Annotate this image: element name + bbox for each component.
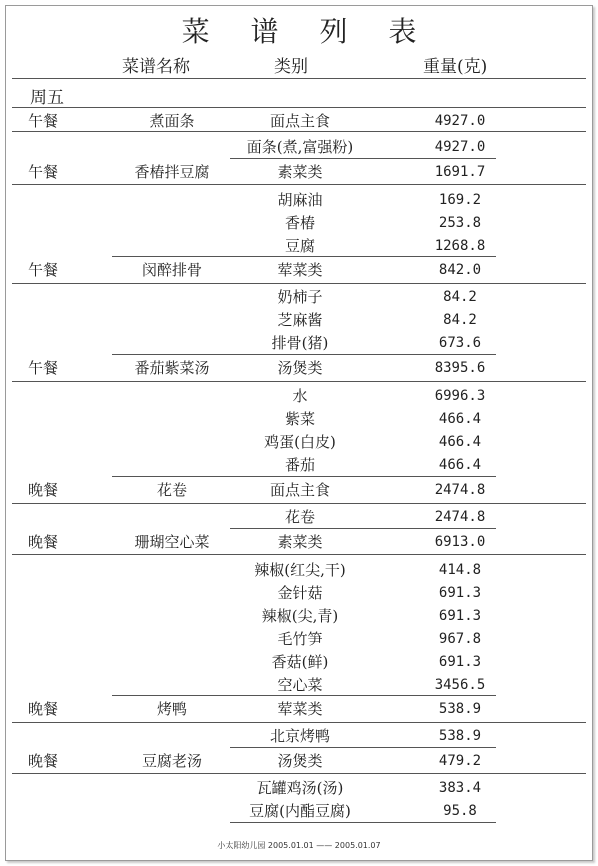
dish-name [112,777,232,799]
footer-text: 小太阳幼儿园 2005.01.01 —— 2005.01.07 [217,841,381,850]
item-category: 金针菇 [277,584,323,602]
meal-label [28,559,74,581]
item-category: 排骨(猪) [271,334,329,352]
item-category: 奶柿子 [277,288,323,306]
item-weight: 1268.8 [434,238,486,254]
dish-name [112,408,232,430]
item-weight: 673.6 [438,335,482,351]
dish-name: 烤鸭 [156,700,187,718]
dish-name: 闵醉排骨 [141,261,202,279]
item-weight: 4927.0 [434,113,486,129]
meal-label [28,431,74,453]
column-header-weight: 重量(克) [423,57,488,77]
item-weight: 2474.8 [434,509,486,525]
item-weight: 4927.0 [434,139,486,155]
meal-label [28,454,74,476]
meal-label: 晚餐 [28,700,59,718]
dish-name: 珊瑚空心菜 [134,533,210,551]
meal-label [28,385,74,407]
column-header-name: 菜谱名称 [122,57,190,77]
row-divider [112,354,496,355]
item-category: 汤煲类 [277,752,323,770]
item-category: 香椿 [284,214,315,232]
item-category: 水 [292,387,308,405]
meal-label: 午餐 [28,112,59,130]
item-weight: 8395.6 [434,360,486,376]
item-category: 辣椒(红尖,干) [254,561,346,579]
meal-label [28,628,74,650]
row-divider [12,503,586,504]
item-weight: 95.8 [443,803,477,819]
meal-label [28,506,74,528]
dish-name [112,385,232,407]
item-weight: 6996.3 [434,388,486,404]
meal-label [28,332,74,354]
row-divider [12,283,586,284]
meal-label [28,136,74,158]
item-weight: 84.2 [443,312,477,328]
meal-label [28,309,74,331]
item-category: 番茄 [284,456,315,474]
item-weight: 842.0 [438,262,482,278]
dish-name [112,212,232,234]
item-category: 瓦罐鸡汤(汤) [256,779,344,797]
row-divider [12,554,586,555]
dish-name [112,286,232,308]
item-category: 豆腐 [284,237,315,255]
row-divider [230,528,496,529]
meal-label [28,408,74,430]
meal-label [28,651,74,673]
dish-name [112,454,232,476]
dish-name: 香椿拌豆腐 [134,163,210,181]
dish-name [112,725,232,747]
dish-name [112,582,232,604]
dish-name [112,431,232,453]
row-divider [12,722,586,723]
dish-name [112,674,232,696]
day-label: 周五 [30,88,64,108]
item-weight: 414.8 [438,562,482,578]
item-category: 花卷 [284,508,315,526]
item-weight: 84.2 [443,289,477,305]
item-category: 空心菜 [277,676,323,694]
dish-name [112,605,232,627]
item-category: 辣椒(尖,青) [261,607,339,625]
item-weight: 2474.8 [434,482,486,498]
meal-label: 晚餐 [28,752,59,770]
item-category: 紫菜 [284,410,315,428]
meal-label: 午餐 [28,359,59,377]
item-weight: 538.9 [438,728,482,744]
item-category: 荤菜类 [277,700,323,718]
row-divider [12,107,586,108]
row-divider [230,158,496,159]
dish-name [112,332,232,354]
meal-label [28,674,74,696]
item-weight: 466.4 [438,434,482,450]
meal-label [28,725,74,747]
meal-label: 晚餐 [28,481,59,499]
page-title: 菜 谱 列 表 [181,15,433,48]
row-divider [12,773,586,774]
meal-label [28,777,74,799]
item-category: 面点主食 [269,112,330,130]
dish-name [112,800,232,822]
item-category: 香菇(鲜) [271,653,329,671]
item-category: 素菜类 [277,533,323,551]
item-category: 芝麻酱 [277,311,323,329]
dish-name [112,628,232,650]
column-header-category: 类别 [274,57,308,77]
meal-label: 晚餐 [28,533,59,551]
dish-name [112,651,232,673]
meal-label [28,582,74,604]
meal-label [28,286,74,308]
item-weight: 466.4 [438,457,482,473]
item-category: 面点主食 [269,481,330,499]
dish-name [112,235,232,257]
dish-name: 番茄紫菜汤 [134,359,210,377]
item-category: 毛竹笋 [277,630,323,648]
item-weight: 691.3 [438,585,482,601]
row-divider [12,381,586,382]
item-weight: 169.2 [438,192,482,208]
item-category: 荤菜类 [277,261,323,279]
header-divider [12,78,586,79]
item-category: 胡麻油 [277,191,323,209]
dish-name [112,309,232,331]
item-category: 汤煲类 [277,359,323,377]
row-divider [12,184,586,185]
item-weight: 967.8 [438,631,482,647]
dish-name [112,189,232,211]
item-weight: 3456.5 [434,677,486,693]
item-category: 素菜类 [277,163,323,181]
meal-label [28,605,74,627]
item-weight: 466.4 [438,411,482,427]
row-divider [230,747,496,748]
row-divider [230,822,496,823]
meal-label [28,189,74,211]
item-category: 豆腐(内酯豆腐) [249,802,351,820]
dish-name: 花卷 [156,481,187,499]
item-weight: 6913.0 [434,534,486,550]
dish-name [112,136,232,158]
dish-name: 煮面条 [149,112,195,130]
dish-name [112,559,232,581]
item-weight: 691.3 [438,654,482,670]
meal-label [28,235,74,257]
meal-label: 午餐 [28,261,59,279]
item-category: 面条(煮,富强粉) [246,138,354,156]
dish-name: 豆腐老汤 [141,752,202,770]
item-weight: 479.2 [438,753,482,769]
row-divider [112,476,496,477]
item-category: 鸡蛋(白皮) [264,433,336,451]
item-weight: 538.9 [438,701,482,717]
item-weight: 1691.7 [434,164,486,180]
item-weight: 691.3 [438,608,482,624]
dish-name [112,506,232,528]
item-weight: 253.8 [438,215,482,231]
meal-label: 午餐 [28,163,59,181]
item-weight: 383.4 [438,780,482,796]
meal-label [28,800,74,822]
item-category: 北京烤鸭 [269,727,330,745]
meal-label [28,212,74,234]
